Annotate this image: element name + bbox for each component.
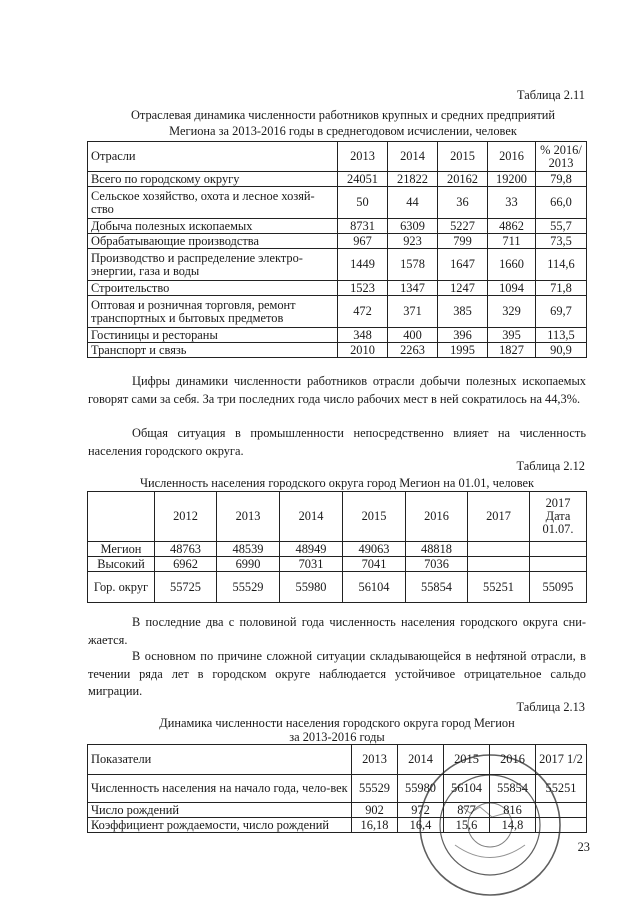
table-cell: Гостиницы и рестораны [88, 328, 338, 343]
table-cell: 395 [488, 328, 536, 343]
table-cell: 24051 [338, 172, 388, 187]
table-2-12-caption: Таблица 2.12 [516, 459, 585, 473]
column-header: 2017 Дата 01.07. [530, 492, 587, 542]
table-cell: 49063 [343, 542, 406, 557]
table-2-12 [87, 491, 587, 603]
table-cell: 2263 [388, 343, 438, 358]
table-cell: Коэффициент рождаемости, число рождений [88, 818, 352, 833]
table-cell: Сельское хозяйство, охота и лесное хозяй-ство [88, 187, 338, 219]
table-cell: 972 [398, 803, 444, 818]
table-row [88, 172, 587, 187]
table-cell: 55529 [352, 775, 398, 803]
column-header: 2012 [155, 492, 217, 542]
table-cell: 6990 [217, 557, 280, 572]
table-row [88, 281, 587, 296]
table-cell [468, 557, 530, 572]
paragraph: В последние два с половиной года численность населения городского округа сни-жается. [88, 615, 586, 647]
table-cell: 396 [438, 328, 488, 343]
table-cell [468, 542, 530, 557]
table-cell: 472 [338, 296, 388, 328]
table-cell: Гор. округ [88, 572, 155, 603]
table-cell: 2010 [338, 343, 388, 358]
table-cell: 71,8 [536, 281, 587, 296]
table-cell: 15,6 [444, 818, 490, 833]
column-header: 2017 [468, 492, 530, 542]
table-row [88, 542, 587, 557]
table-cell: 1660 [488, 249, 536, 281]
official-stamp-icon [415, 750, 565, 900]
table-cell: 20162 [438, 172, 488, 187]
table-cell: 55095 [530, 572, 587, 603]
table-cell: 400 [388, 328, 438, 343]
table-cell: 877 [444, 803, 490, 818]
table-cell: 1347 [388, 281, 438, 296]
column-header: 2016 [490, 745, 536, 775]
table-cell: 16,4 [398, 818, 444, 833]
table-row [88, 328, 587, 343]
table-cell: Добыча полезных ископаемых [88, 219, 338, 234]
table-cell: 371 [388, 296, 438, 328]
table-cell: Численность населения на начало года, чело-век [88, 775, 352, 803]
table-2-11 [87, 141, 587, 358]
table-cell: 7031 [280, 557, 343, 572]
table-cell: 55854 [406, 572, 468, 603]
paragraph: Цифры динамики численности работников отрасли добычи полезных ископаемых говорят сами за себя. За три последних года число рабочих мест в ней сократилось на 44,3%. [88, 374, 586, 406]
table-cell: 48763 [155, 542, 217, 557]
table-row [88, 219, 587, 234]
table-row [88, 343, 587, 358]
column-header: 2017 1/2 [536, 745, 587, 775]
table-cell: 329 [488, 296, 536, 328]
table-cell: Мегион [88, 542, 155, 557]
table-cell: 1247 [438, 281, 488, 296]
table-cell: Высокий [88, 557, 155, 572]
column-header: 2013 [338, 142, 388, 172]
table-cell: Число рождений [88, 803, 352, 818]
column-header: % 2016/ 2013 [536, 142, 587, 172]
table-cell: 56104 [444, 775, 490, 803]
table-cell: 923 [388, 234, 438, 249]
table-cell: Всего по городскому округу [88, 172, 338, 187]
table-cell: 14,8 [490, 818, 536, 833]
table-cell: 55529 [217, 572, 280, 603]
table-row [88, 249, 587, 281]
table-cell [530, 557, 587, 572]
table-cell: Обрабатывающие производства [88, 234, 338, 249]
table-cell: 113,5 [536, 328, 587, 343]
table-cell: 6309 [388, 219, 438, 234]
table-cell: 799 [438, 234, 488, 249]
table-cell: 55980 [398, 775, 444, 803]
page-number: 23 [577, 840, 590, 854]
column-header: 2015 [343, 492, 406, 542]
table-cell: 73,5 [536, 234, 587, 249]
table-cell: 7041 [343, 557, 406, 572]
table-cell [530, 542, 587, 557]
column-header: 2013 [352, 745, 398, 775]
column-header: Показатели [88, 745, 352, 775]
column-header: Отрасли [88, 142, 338, 172]
table-cell: 48949 [280, 542, 343, 557]
table-cell: 5227 [438, 219, 488, 234]
table-cell: Производство и распределение электро-энергии, газа и воды [88, 249, 338, 281]
table-cell: 69,7 [536, 296, 587, 328]
table-cell: 48818 [406, 542, 468, 557]
table-cell: Оптовая и розничная торговля, ремонт транспортных и бытовых предметов [88, 296, 338, 328]
table-cell: 6962 [155, 557, 217, 572]
table-cell: 114,6 [536, 249, 587, 281]
table-header-row [88, 142, 587, 172]
column-header [88, 492, 155, 542]
table-2-11-title-line1: Отраслевая динамика численности работников крупных и средних предприятий [130, 108, 556, 122]
column-header: 2013 [217, 492, 280, 542]
table-cell: 816 [490, 803, 536, 818]
column-header: 2016 [406, 492, 468, 542]
table-cell: 90,9 [536, 343, 587, 358]
table-cell: 1449 [338, 249, 388, 281]
table-cell: 19200 [488, 172, 536, 187]
table-2-11-title-line2: Мегиона за 2013-2016 годы в среднегодовом исчислении, человек [169, 124, 517, 138]
table-cell: 50 [338, 187, 388, 219]
paragraph: Общая ситуация в промышленности непосредственно влияет на численность населения городского округа. [88, 426, 586, 458]
table-2-13-title-line1: Динамика численности населения городского округа город Мегион [159, 716, 515, 730]
table-row [88, 572, 587, 603]
table-cell: 16,18 [352, 818, 398, 833]
table-cell: 348 [338, 328, 388, 343]
table-cell: 8731 [338, 219, 388, 234]
table-cell: 55,7 [536, 219, 587, 234]
table-cell: 56104 [343, 572, 406, 603]
table-cell: 1647 [438, 249, 488, 281]
table-cell: 385 [438, 296, 488, 328]
table-cell: 36 [438, 187, 488, 219]
table-2-13-caption: Таблица 2.13 [516, 700, 585, 714]
table-cell: 48539 [217, 542, 280, 557]
column-header: 2016 [488, 142, 536, 172]
table-row [88, 296, 587, 328]
table-cell: Строительство [88, 281, 338, 296]
table-2-11-caption: Таблица 2.11 [516, 88, 585, 102]
column-header: 2015 [444, 745, 490, 775]
paragraph: В основном по причине сложной ситуации складывающейся в нефтяной отрасли, в течении ряда лет в городском округе наблюдается устойчивое отрицательное сальдо миграции. [88, 649, 586, 698]
table-cell: 55854 [490, 775, 536, 803]
column-header: 2014 [280, 492, 343, 542]
table-header-row [88, 492, 587, 542]
column-header: 2014 [388, 142, 438, 172]
table-cell: 1827 [488, 343, 536, 358]
table-cell: 967 [338, 234, 388, 249]
table-cell: 21822 [388, 172, 438, 187]
table-2-12-title: Численность населения городского округа город Мегион на 01.01, человек [140, 476, 534, 490]
table-cell: 1094 [488, 281, 536, 296]
table-cell: 66,0 [536, 187, 587, 219]
table-row [88, 187, 587, 219]
table-cell: 33 [488, 187, 536, 219]
table-cell: 1578 [388, 249, 438, 281]
table-cell: 55251 [468, 572, 530, 603]
table-cell: Транспорт и связь [88, 343, 338, 358]
table-cell: 1995 [438, 343, 488, 358]
table-cell: 55725 [155, 572, 217, 603]
table-cell: 79,8 [536, 172, 587, 187]
table-cell: 55980 [280, 572, 343, 603]
table-cell: 902 [352, 803, 398, 818]
column-header: 2014 [398, 745, 444, 775]
table-cell: 7036 [406, 557, 468, 572]
table-cell: 55251 [536, 775, 587, 803]
table-cell: 1523 [338, 281, 388, 296]
table-cell: 44 [388, 187, 438, 219]
table-row [88, 557, 587, 572]
table-cell: 4862 [488, 219, 536, 234]
table-2-13-title-line2: за 2013-2016 годы [289, 730, 385, 744]
table-cell: 711 [488, 234, 536, 249]
table-row [88, 234, 587, 249]
column-header: 2015 [438, 142, 488, 172]
